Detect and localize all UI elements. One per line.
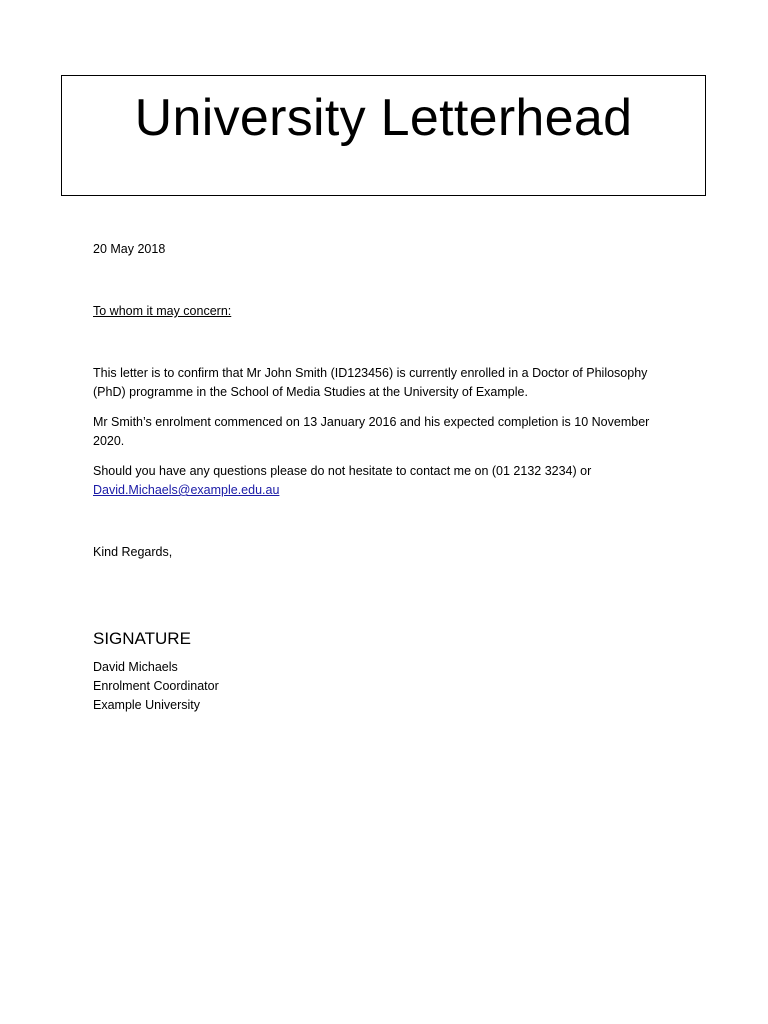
- contact-text: Should you have any questions please do not hesitate to contact me on (01 2132 3234) or: [93, 464, 592, 478]
- signer-organization: Example University: [93, 698, 200, 712]
- letter-closing: Kind Regards,: [93, 545, 173, 559]
- paragraph-enrolment-confirmation: This letter is to confirm that Mr John Smith (ID123456) is currently enrolled in a Doctor of Philosophy (PhD) programme in the School of Media Studies at the University of Example.: [93, 366, 648, 399]
- signer-name: David Michaels: [93, 660, 178, 674]
- letter-body: [93, 240, 683, 715]
- paragraph-contact: [93, 462, 683, 500]
- letter-salutation: To whom it may concern:: [93, 304, 232, 318]
- signature-placeholder: SIGNATURE: [93, 629, 191, 648]
- signer-block: [93, 658, 683, 715]
- paragraph-enrolment-dates: Mr Smith’s enrolment commenced on 13 January 2016 and his expected completion is 10 November 2020.: [93, 415, 650, 448]
- signer-title: Enrolment Coordinator: [93, 679, 219, 693]
- email-link[interactable]: David.Michaels@example.edu.au: [93, 483, 280, 497]
- letter-date: 20 May 2018: [93, 242, 166, 256]
- letterhead-box: [61, 75, 706, 196]
- letterhead-title: University Letterhead: [134, 89, 633, 147]
